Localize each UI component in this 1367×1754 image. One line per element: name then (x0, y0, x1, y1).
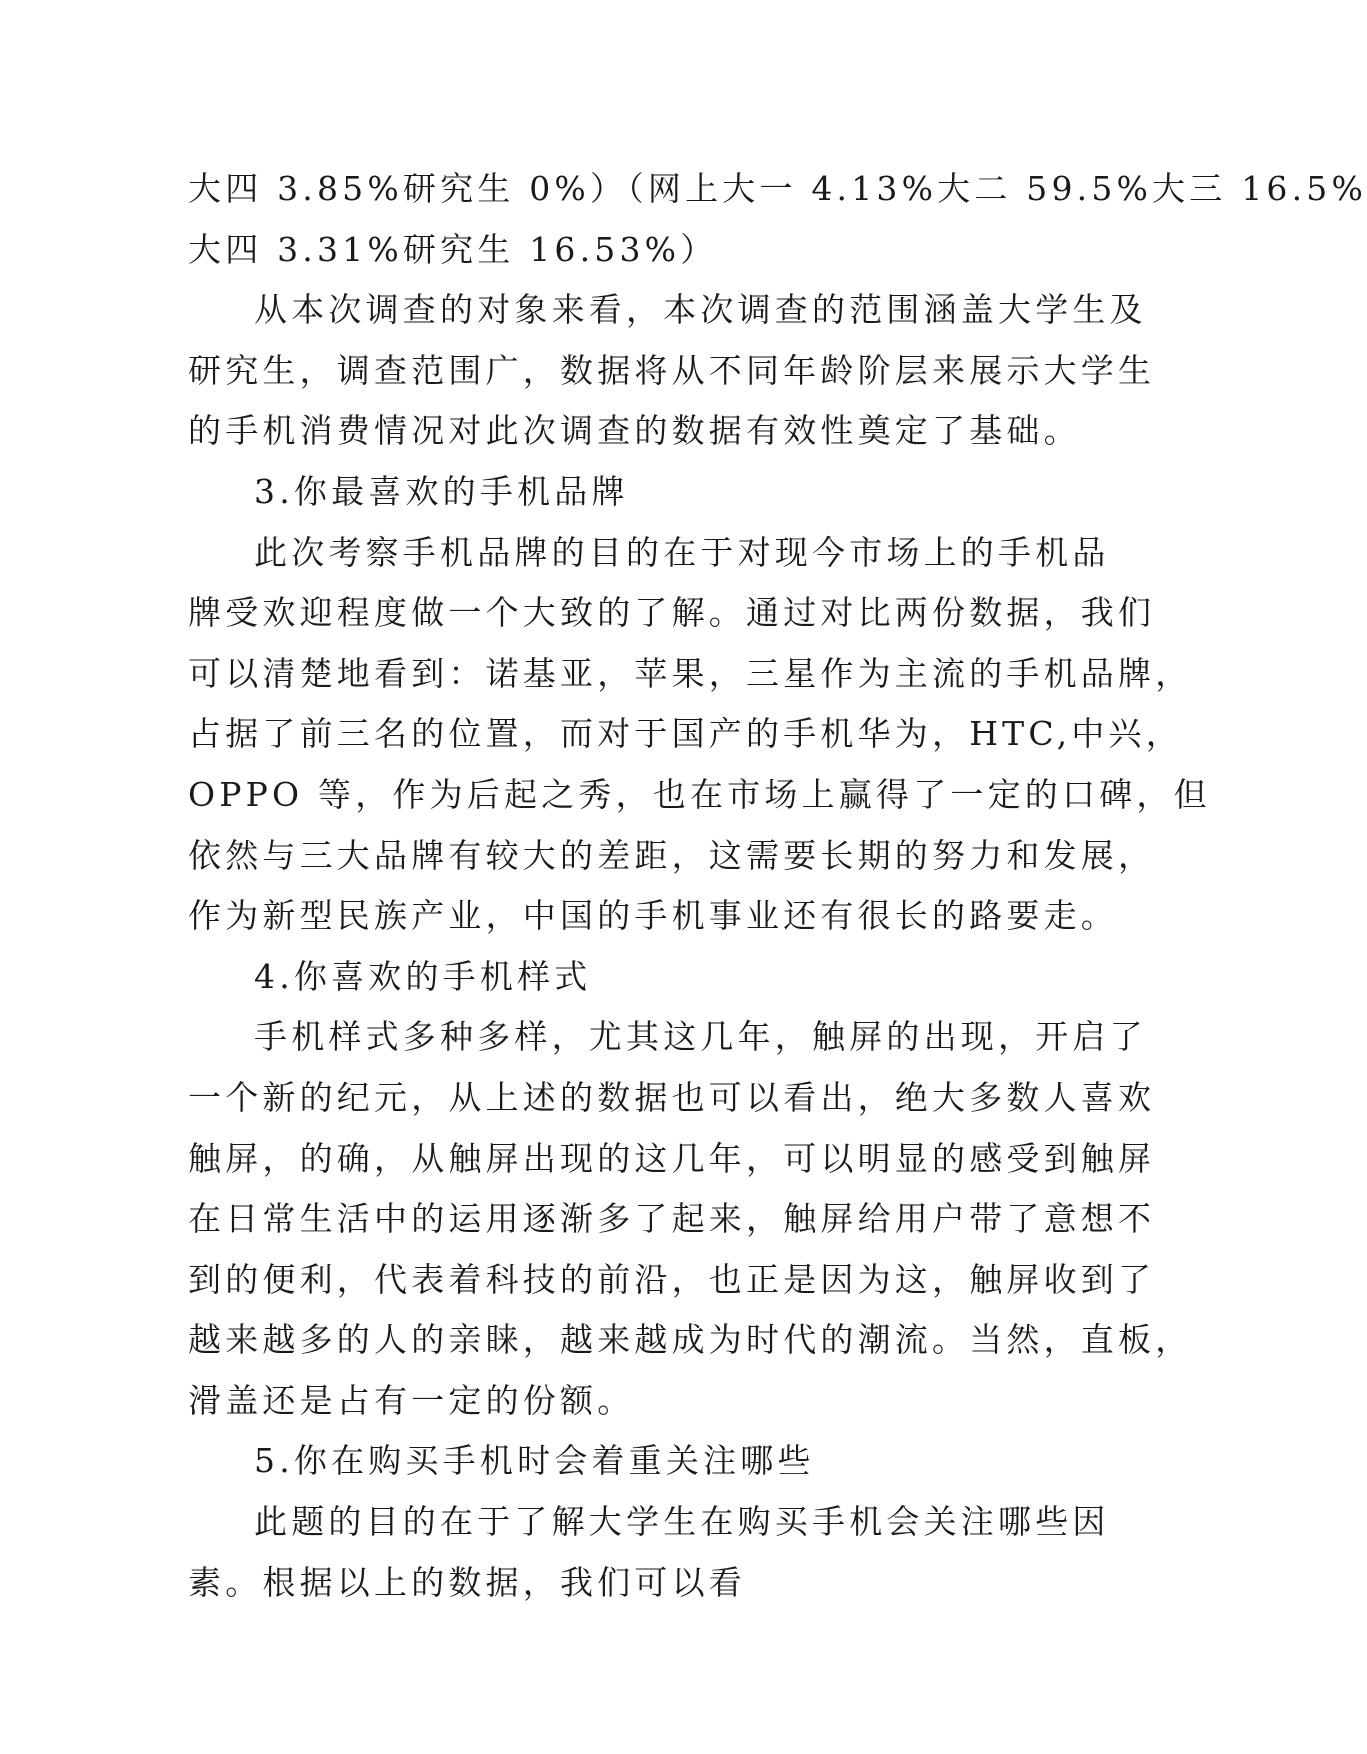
text-line: 滑盖还是占有一定的份额。 (188, 1380, 635, 1420)
text-line: 牌受欢迎程度做一个大致的了解。通过对比两份数据，我们 (188, 593, 1156, 633)
text-line: 依然与三大品牌有较大的差距，这需要长期的努力和发展， (188, 835, 1156, 875)
text-line: 研究生，调查范围广，数据将从不同年龄阶层来展示大学生 (188, 350, 1156, 390)
text-line: 一个新的纪元，从上述的数据也可以看出，绝大多数人喜欢 (188, 1077, 1156, 1117)
text-line: 素。根据以上的数据，我们可以看 (188, 1562, 746, 1602)
section-heading-q3: 3.你最喜欢的手机品牌 (254, 471, 629, 511)
paragraph-start-line: 此次考察手机品牌的目的在于对现今市场上的手机品 (254, 532, 1110, 572)
section-heading-q4: 4.你喜欢的手机样式 (254, 956, 592, 996)
paragraph-start-line: 从本次调查的对象来看，本次调查的范围涵盖大学生及 (254, 290, 1147, 330)
document-body (188, 159, 1367, 1613)
text-line: 触屏，的确，从触屏出现的这几年，可以明显的感受到触屏 (188, 1138, 1156, 1178)
text-line: 越来越多的人的亲睐，越来越成为时代的潮流。当然，直板， (188, 1320, 1193, 1360)
text-line: 占据了前三名的位置，而对于国产的手机华为，HTC,中兴， (188, 714, 1183, 754)
text-line: 在日常生活中的运用逐渐多了起来，触屏给用户带了意想不 (188, 1199, 1156, 1239)
text-line: 的手机消费情况对此次调查的数据有效性奠定了基础。 (188, 411, 1081, 451)
paragraph-start-line: 此题的目的在于了解大学生在购买手机会关注哪些因 (254, 1502, 1110, 1542)
section-heading-q5: 5.你在购买手机时会着重关注哪些 (254, 1441, 815, 1481)
text-line: 作为新型民族产业，中国的手机事业还有很长的路要走。 (188, 896, 1118, 936)
text-line: 大四 3.85%研究生 0%）（网上大一 4.13%大二 59.5%大三 16.5% (188, 169, 1367, 208)
text-line: 大四 3.31%研究生 16.53%） (188, 229, 718, 269)
text-line: 到的便利，代表着科技的前沿，也正是因为这，触屏收到了 (188, 1259, 1156, 1299)
text-line: OPPO 等，作为后起之秀，也在市场上赢得了一定的口碑，但 (188, 774, 1211, 814)
paragraph-start-line: 手机样式多种多样，尤其这几年，触屏的出现，开启了 (254, 1017, 1147, 1057)
text-line: 可以清楚地看到：诺基亚，苹果，三星作为主流的手机品牌， (188, 653, 1193, 693)
